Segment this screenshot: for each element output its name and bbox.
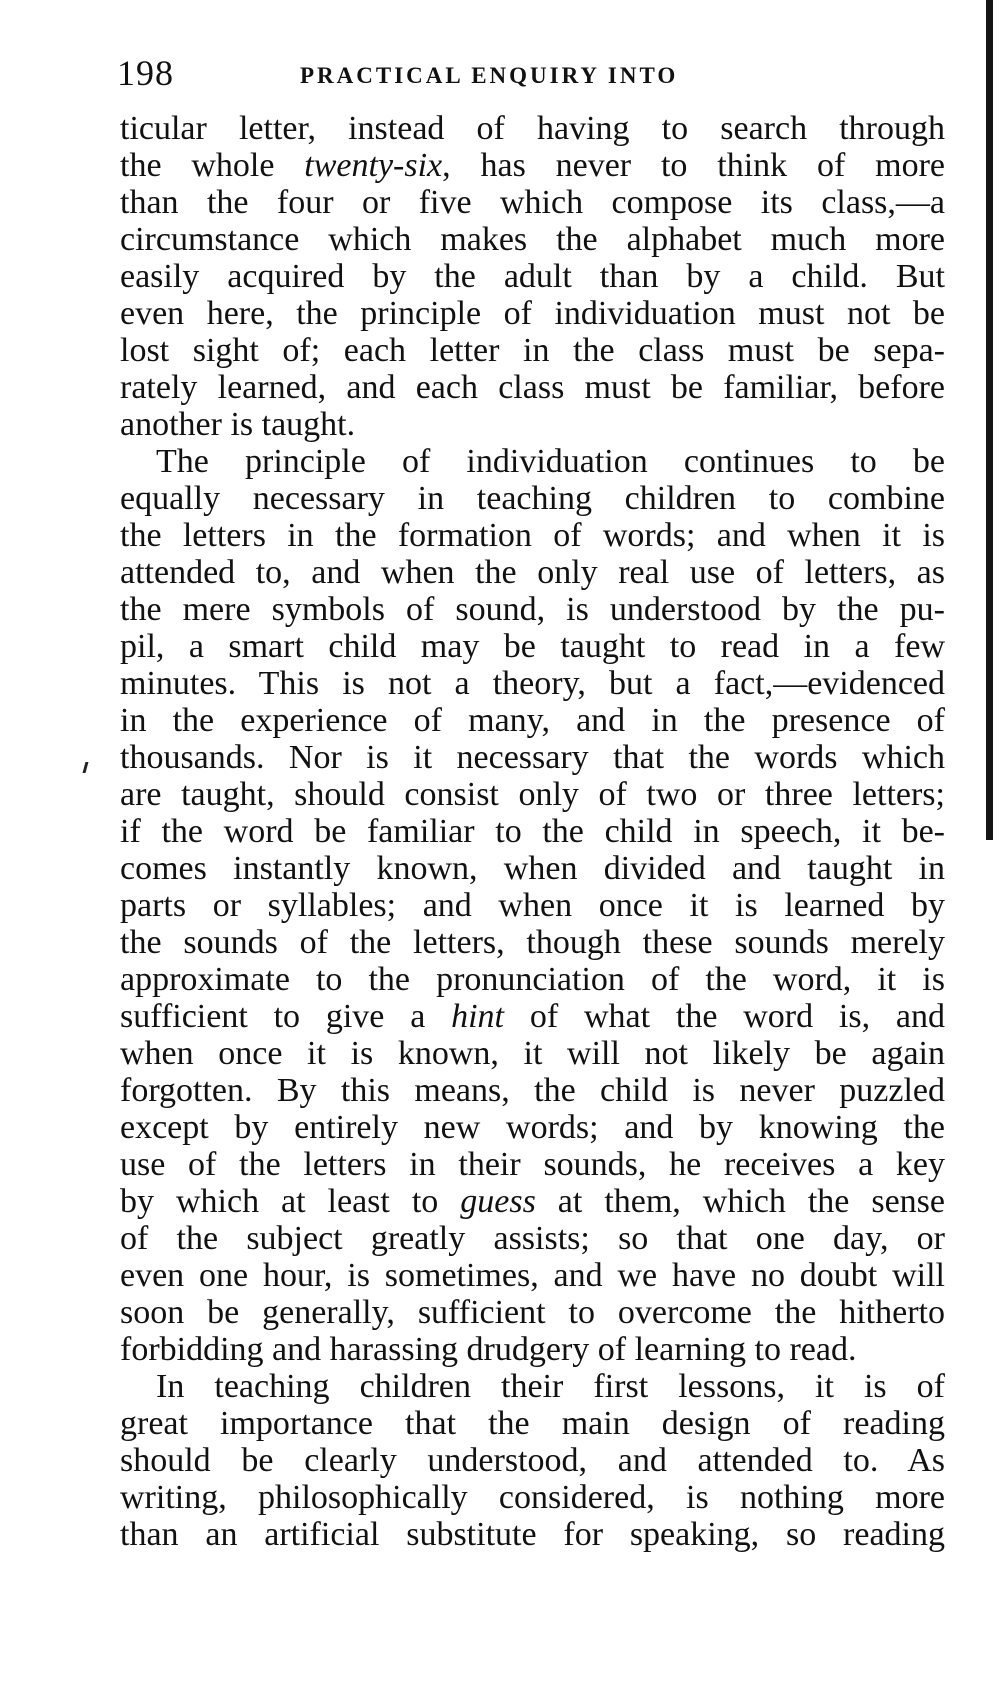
- margin-mark: [83, 762, 89, 773]
- running-head: PRACTICAL ENQUIRY INTO: [300, 63, 679, 88]
- text-run: of what the word is, and: [504, 998, 945, 1035]
- text-run: forgotten. By this means, the child is never puzzled: [120, 1072, 945, 1109]
- text-run: attended to, and when the only real use of letters, as: [120, 554, 945, 591]
- text-line: [120, 369, 945, 406]
- page-number: 198: [117, 53, 174, 93]
- body-text: [120, 110, 945, 1553]
- text-line: [120, 1183, 945, 1220]
- text-line: [120, 628, 945, 665]
- text-line: [120, 998, 945, 1035]
- italic-text: hint: [451, 998, 505, 1035]
- text-run: minutes. This is not a theory, but a fact,—evidenced: [120, 665, 945, 702]
- text-line: [120, 1146, 945, 1183]
- italic-text: twenty-six: [304, 147, 443, 184]
- text-line: [120, 517, 945, 554]
- text-line: [120, 1479, 945, 1516]
- text-run: except by entirely new words; and by knowing the: [120, 1109, 945, 1146]
- text-line: [120, 1109, 945, 1146]
- text-run: easily acquired by the adult than by a child. But: [120, 258, 945, 295]
- text-run: The principle of individuation continues to be: [156, 443, 945, 480]
- text-run: approximate to the pronunciation of the word, it is: [120, 961, 945, 998]
- text-line: [120, 147, 945, 184]
- text-run: are taught, should consist only of two or three letters;: [120, 776, 945, 813]
- text-run: at them, which the sense: [535, 1183, 945, 1220]
- text-run: the sounds of the letters, though these sounds merely: [120, 924, 945, 961]
- text-line: [120, 1072, 945, 1109]
- text-run: use of the letters in their sounds, he receives a key: [120, 1146, 945, 1183]
- text-line: [120, 1516, 945, 1553]
- text-line: [120, 1035, 945, 1072]
- italic-text: guess: [460, 1183, 536, 1220]
- text-line: [120, 665, 945, 702]
- text-run: another is taught.: [120, 406, 356, 443]
- text-line: [120, 1294, 945, 1331]
- text-line: [120, 1257, 945, 1294]
- text-run: when once it is known, it will not likely be again: [120, 1035, 945, 1072]
- text-line: [120, 1442, 945, 1479]
- text-run: writing, philosophically considered, is nothing more: [120, 1479, 945, 1516]
- text-run: , has never to think of more: [442, 147, 945, 184]
- text-line: [120, 887, 945, 924]
- text-line: [120, 480, 945, 517]
- text-line: [120, 295, 945, 332]
- text-run: rately learned, and each class must be familiar, before: [120, 369, 945, 406]
- text-run: soon be generally, sufficient to overcome the hitherto: [120, 1294, 945, 1331]
- text-line: [120, 1368, 945, 1405]
- text-run: sufficient to give a: [120, 998, 452, 1035]
- text-line: [120, 1220, 945, 1257]
- text-run: in the experience of many, and in the presence of: [120, 702, 945, 739]
- text-line: [120, 924, 945, 961]
- text-run: should be clearly understood, and attended to. As: [120, 1442, 945, 1479]
- text-run: equally necessary in teaching children to combine: [120, 480, 945, 517]
- text-run: comes instantly known, when divided and taught in: [120, 850, 945, 887]
- text-line: [120, 554, 945, 591]
- text-run: by which at least to: [120, 1183, 461, 1220]
- text-run: circumstance which makes the alphabet much more: [120, 221, 945, 258]
- text-run: parts or syllables; and when once it is learned by: [120, 887, 945, 924]
- text-run: forbidding and harassing drudgery of learning to read.: [120, 1331, 857, 1368]
- text-line: [120, 850, 945, 887]
- text-run: pil, a smart child may be taught to read in a few: [120, 628, 945, 665]
- text-run: great importance that the main design of reading: [120, 1405, 945, 1442]
- text-line: [120, 813, 945, 850]
- text-run: ticular letter, instead of having to search through: [120, 110, 945, 147]
- text-line: [120, 1405, 945, 1442]
- text-line: [120, 739, 945, 776]
- text-line: [120, 406, 945, 443]
- text-line: [120, 1331, 945, 1368]
- text-line: [120, 443, 945, 480]
- text-line: [120, 702, 945, 739]
- text-line: [120, 258, 945, 295]
- text-line: [120, 591, 945, 628]
- text-run: the whole: [120, 147, 305, 184]
- text-line: [120, 332, 945, 369]
- text-run: In teaching children their first lessons, it is of: [156, 1368, 945, 1405]
- text-run: if the word be familiar to the child in speech, it be-: [120, 813, 945, 850]
- text-line: [120, 961, 945, 998]
- text-line: [120, 184, 945, 221]
- text-run: of the subject greatly assists; so that one day, or: [120, 1220, 945, 1257]
- text-run: than the four or five which compose its class,—a: [120, 184, 945, 221]
- page-edge-rule: [986, 0, 993, 840]
- text-line: [120, 776, 945, 813]
- text-run: lost sight of; each letter in the class must be sepa-: [120, 332, 945, 369]
- text-run: even here, the principle of individuation must not be: [120, 295, 945, 332]
- text-run: than an artificial substitute for speaking, so reading: [120, 1516, 945, 1553]
- text-line: [120, 110, 945, 147]
- text-run: thousands. Nor is it necessary that the words which: [120, 739, 945, 776]
- text-line: [120, 221, 945, 258]
- text-run: even one hour, is sometimes, and we have no doubt will: [120, 1257, 945, 1294]
- page-header: [117, 48, 857, 98]
- text-run: the mere symbols of sound, is understood by the pu-: [120, 591, 945, 628]
- text-run: the letters in the formation of words; and when it is: [120, 517, 945, 554]
